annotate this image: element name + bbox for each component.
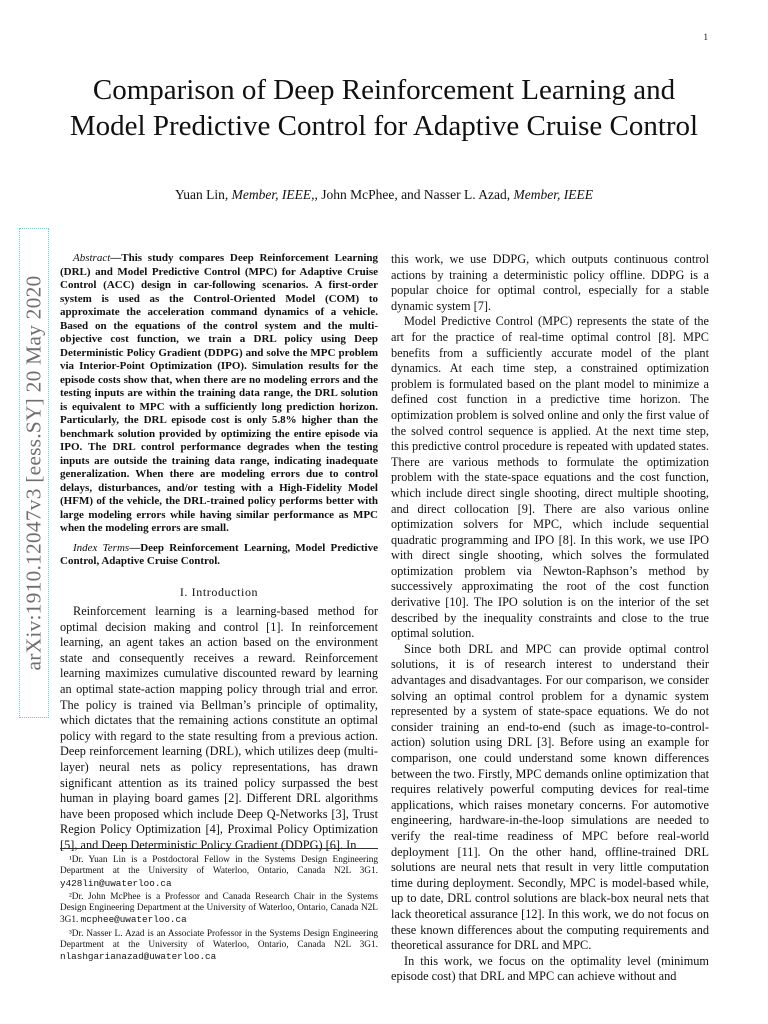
footnote-text: ³Dr. Nasser L. Azad is an Associate Professor in the Systems Design Engineering Department at the University of Waterloo, Ontario, Canada N2L 3G1. <box>60 928 378 951</box>
author-name: Yuan Lin, <box>174 187 232 202</box>
left-column <box>60 252 378 854</box>
email-link[interactable]: mcphee@uwaterloo.ca <box>80 914 187 926</box>
author-membership: Member, IEEE <box>513 187 594 202</box>
footnote <box>60 892 378 927</box>
author-line <box>60 187 708 203</box>
paragraph: this work, we use DDPG, which outputs continuous control actions by training a deterministic policy offline. DDPG is a popular choice for optimal control, especially for a stable dynamic system [7]. <box>391 252 709 313</box>
index-terms-label: Index Terms <box>73 541 130 554</box>
abstract-label: Abstract <box>73 252 111 264</box>
right-column <box>391 252 709 985</box>
abstract-text: —This study compares Deep Reinforcement Learning (DRL) and Model Predictive Control (MPC) for Adaptive Cruise Control (ACC) design in car-following scenarios. A first-order system is used as the Control-Oriented Model (COM) to approximate the acceleration command dynamics of a vehicle. Based on the equations of the control system and the multi-objective cost function, we train a DRL policy using Deep Deterministic Policy Gradient (DDPG) and solve the MPC problem via Interior-Point Optimization (IPO). Simulation results for the episode costs show that, when there are no modeling errors and the testing inputs are within the training data range, the DRL solution is equivalent to MPC with a sufficiently long prediction horizon. Particularly, the DRL episode cost is only 5.8% higher than the benchmark solution provided by optimizing the entire episode via IPO. The DRL control performance degrades when the testing inputs are outside the training data range, indicating inadequate generalization. When there are modeling errors due to control delays, disturbances, and/or testing with a High-Fidelity Model (HFM) of the vehicle, the DRL-trained policy performs better with large modeling errors while having similar performance as MPC when the modeling errors are small. <box>60 252 378 534</box>
paragraph: In this work, we focus on the optimality level (minimum episode cost) that DRL and MPC can achieve without and <box>391 953 709 984</box>
abstract <box>60 252 378 536</box>
email-link[interactable]: nlashgarianazad@uwaterloo.ca <box>60 951 217 963</box>
index-terms-text: —Deep Reinforcement Learning, Model Predictive Control, Adaptive Cruise Control. <box>60 541 378 567</box>
email-link[interactable]: y428lin@uwaterloo.ca <box>60 877 172 889</box>
author-membership: Member, IEEE, <box>231 187 315 202</box>
paper-title: Comparison of Deep Reinforcement Learning and Model Predictive Control for Adaptive Cruise Control <box>69 74 699 142</box>
paragraph: Since both DRL and MPC can provide optimal control solutions, it is of research interest to understand their advantages and disadvantages. For our comparison, we consider solving an optimal control problem for a dynamic system represented by a system of state-space equations. We do not consider training an end-to-end (such as image-to-control-action) solution using DRL [3]. Before using an example for comparison, one could understand some known differences between the two. Firstly, MPC demands online optimization that requires relatively powerful computing devices for real-time applications, which raises monetary concerns. For automotive engineering, hardware-in-the-loop simulations are needed to verify the real-time readiness of MPC before real-world deployment [11]. On the other hand, offline-trained DRL solutions are neural nets that result in very little computation time during deployment. Secondly, MPC is model-based while, up to date, DRL control solutions are black-box neural nets that lack theoretical assurance [12]. In this work, we do not focus on these known differences about the computing requirements and theoretical assurance for DRL and MPC. <box>391 641 709 953</box>
page-number: 1 <box>703 32 708 42</box>
paragraph: Reinforcement learning is a learning-based method for optimal decision making and control [1]. In reinforcement learning, an agent takes an action based on the environment state and consequently receives a reward. Reinforcement learning maximizes cumulative discounted reward by learning an optimal state-action mapping policy through trial and error. The policy is trained via Bellman’s principle of optimality, which dictates that the remaining actions constitute an optimal policy with regard to the state resulting from a previous action. Deep reinforcement learning (DRL), which utilizes deep (multi-layer) neural nets as policy representations, has drawn significant attention as its trained policy surpassed the best human in playing board games [2]. Different DRL algorithms have been proposed which include Deep Q-Networks [3], Trust Region Policy Optimization [4], Proximal Policy Optimization [5], and Deep Deterministic Policy Gradient (DDPG) [6]. In <box>60 604 378 852</box>
index-terms <box>60 542 378 569</box>
footnote-text: ²Dr. John McPhee is a Professor and Canada Research Chair in the Systems Design Engineering Department at the University of Waterloo, Ontario, Canada N2L 3G1. <box>60 891 378 926</box>
arxiv-stamp[interactable] <box>19 228 49 718</box>
footnote <box>60 929 378 964</box>
footnote <box>60 855 378 890</box>
section-heading: I. Introduction <box>179 584 259 599</box>
footnote-text: ¹Dr. Yuan Lin is a Postdoctoral Fellow in the Systems Design Engineering Department at the University of Waterloo, Ontario, Canada N2L 3G1. <box>60 855 378 877</box>
footnotes <box>60 848 378 966</box>
paragraph: Model Predictive Control (MPC) represents the state of the art for the practice of real-time optimal control [8]. MPC benefits from a sufficiently accurate model of the plant dynamics. At each time step, a constrained optimization problem is formulated based on the plant model to minimize a defined cost function in a predictive time horizon. The optimization problem is solved online and only the first value of the solved control sequence is applied. At the next time step, this predictive control procedure is repeated with updated states. There are various methods to formulate the optimization problem with the state-space equations and the cost function, which include direct single shooting, direct multiple shooting, and direct collocation [9]. There are also various online optimization solvers for MPC, which include sequential quadratic programming and IPO [8]. In this work, we use IPO with direct single shooting, which solves the formulated optimization problem via Newton-Raphson’s method by successively approximating the root of the cost function derivative [10]. The IPO solution is on the interior of the set described by the inequality constraints and close to the true optimal solution. <box>391 314 709 641</box>
arxiv-stamp-text: arXiv:1910.12047v3 [eess.SY] 20 May 2020 <box>21 275 46 671</box>
author-name: , John McPhee, and Nasser L. Azad, <box>314 187 514 202</box>
